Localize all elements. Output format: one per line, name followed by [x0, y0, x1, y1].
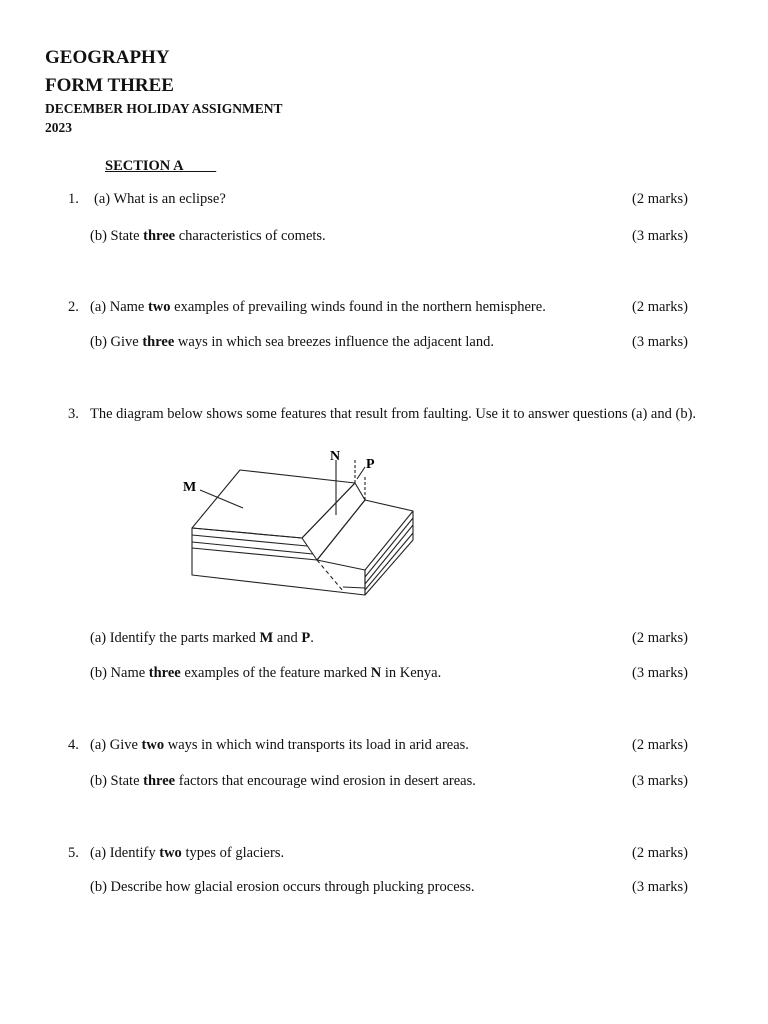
- label-n: N: [330, 449, 341, 464]
- section-title: SECTION A: [105, 158, 184, 174]
- marks-5a: (2 marks): [632, 845, 688, 861]
- question-3b: (b) Name three examples of the feature marked N in Kenya.: [90, 665, 442, 681]
- question-number: 3.: [68, 406, 79, 422]
- question-3-intro: The diagram below shows some features that result from faulting. Use it to answer questions (a) and (b).: [90, 406, 697, 422]
- question-1a: (a) What is an eclipse?: [94, 191, 226, 207]
- marks-1a: (2 marks): [632, 191, 688, 207]
- subject-title: GEOGRAPHY: [45, 47, 170, 68]
- marks-5b: (3 marks): [632, 879, 688, 895]
- question-number: 4.: [68, 737, 79, 753]
- marks-2a: (2 marks): [632, 299, 688, 315]
- assignment-title: DECEMBER HOLIDAY ASSIGNMENT: [45, 101, 283, 116]
- question-3a: (a) Identify the parts marked M and P.: [90, 630, 314, 646]
- fault-scarp: [302, 483, 365, 560]
- marks-3a: (2 marks): [632, 630, 688, 646]
- question-4a: (a) Give two ways in which wind transports its load in arid areas.: [90, 737, 469, 753]
- question-5b: (b) Describe how glacial erosion occurs through plucking process.: [90, 879, 475, 895]
- label-p: P: [366, 457, 375, 472]
- marks-1b: (3 marks): [632, 228, 688, 244]
- year-label: 2023: [45, 120, 72, 135]
- marks-4a: (2 marks): [632, 737, 688, 753]
- question-number: 1.: [68, 191, 79, 207]
- question-number: 5.: [68, 845, 79, 861]
- question-1b: (b) State three characteristics of comets.: [90, 228, 326, 244]
- marks-2b: (3 marks): [632, 334, 688, 350]
- marks-4b: (3 marks): [632, 773, 688, 789]
- form-title: FORM THREE: [45, 75, 174, 96]
- marks-3b: (3 marks): [632, 665, 688, 681]
- fault-diagram: [175, 445, 425, 605]
- question-number: 2.: [68, 299, 79, 315]
- question-5a: (a) Identify two types of glaciers.: [90, 845, 285, 861]
- question-2b: (b) Give three ways in which sea breezes influence the adjacent land.: [90, 334, 494, 350]
- label-m: M: [183, 480, 197, 495]
- question-4b: (b) State three factors that encourage wind erosion in desert areas.: [90, 773, 476, 789]
- upthrown-surface: [192, 470, 355, 538]
- question-2a: (a) Name two examples of prevailing winds found in the northern hemisphere.: [90, 299, 546, 315]
